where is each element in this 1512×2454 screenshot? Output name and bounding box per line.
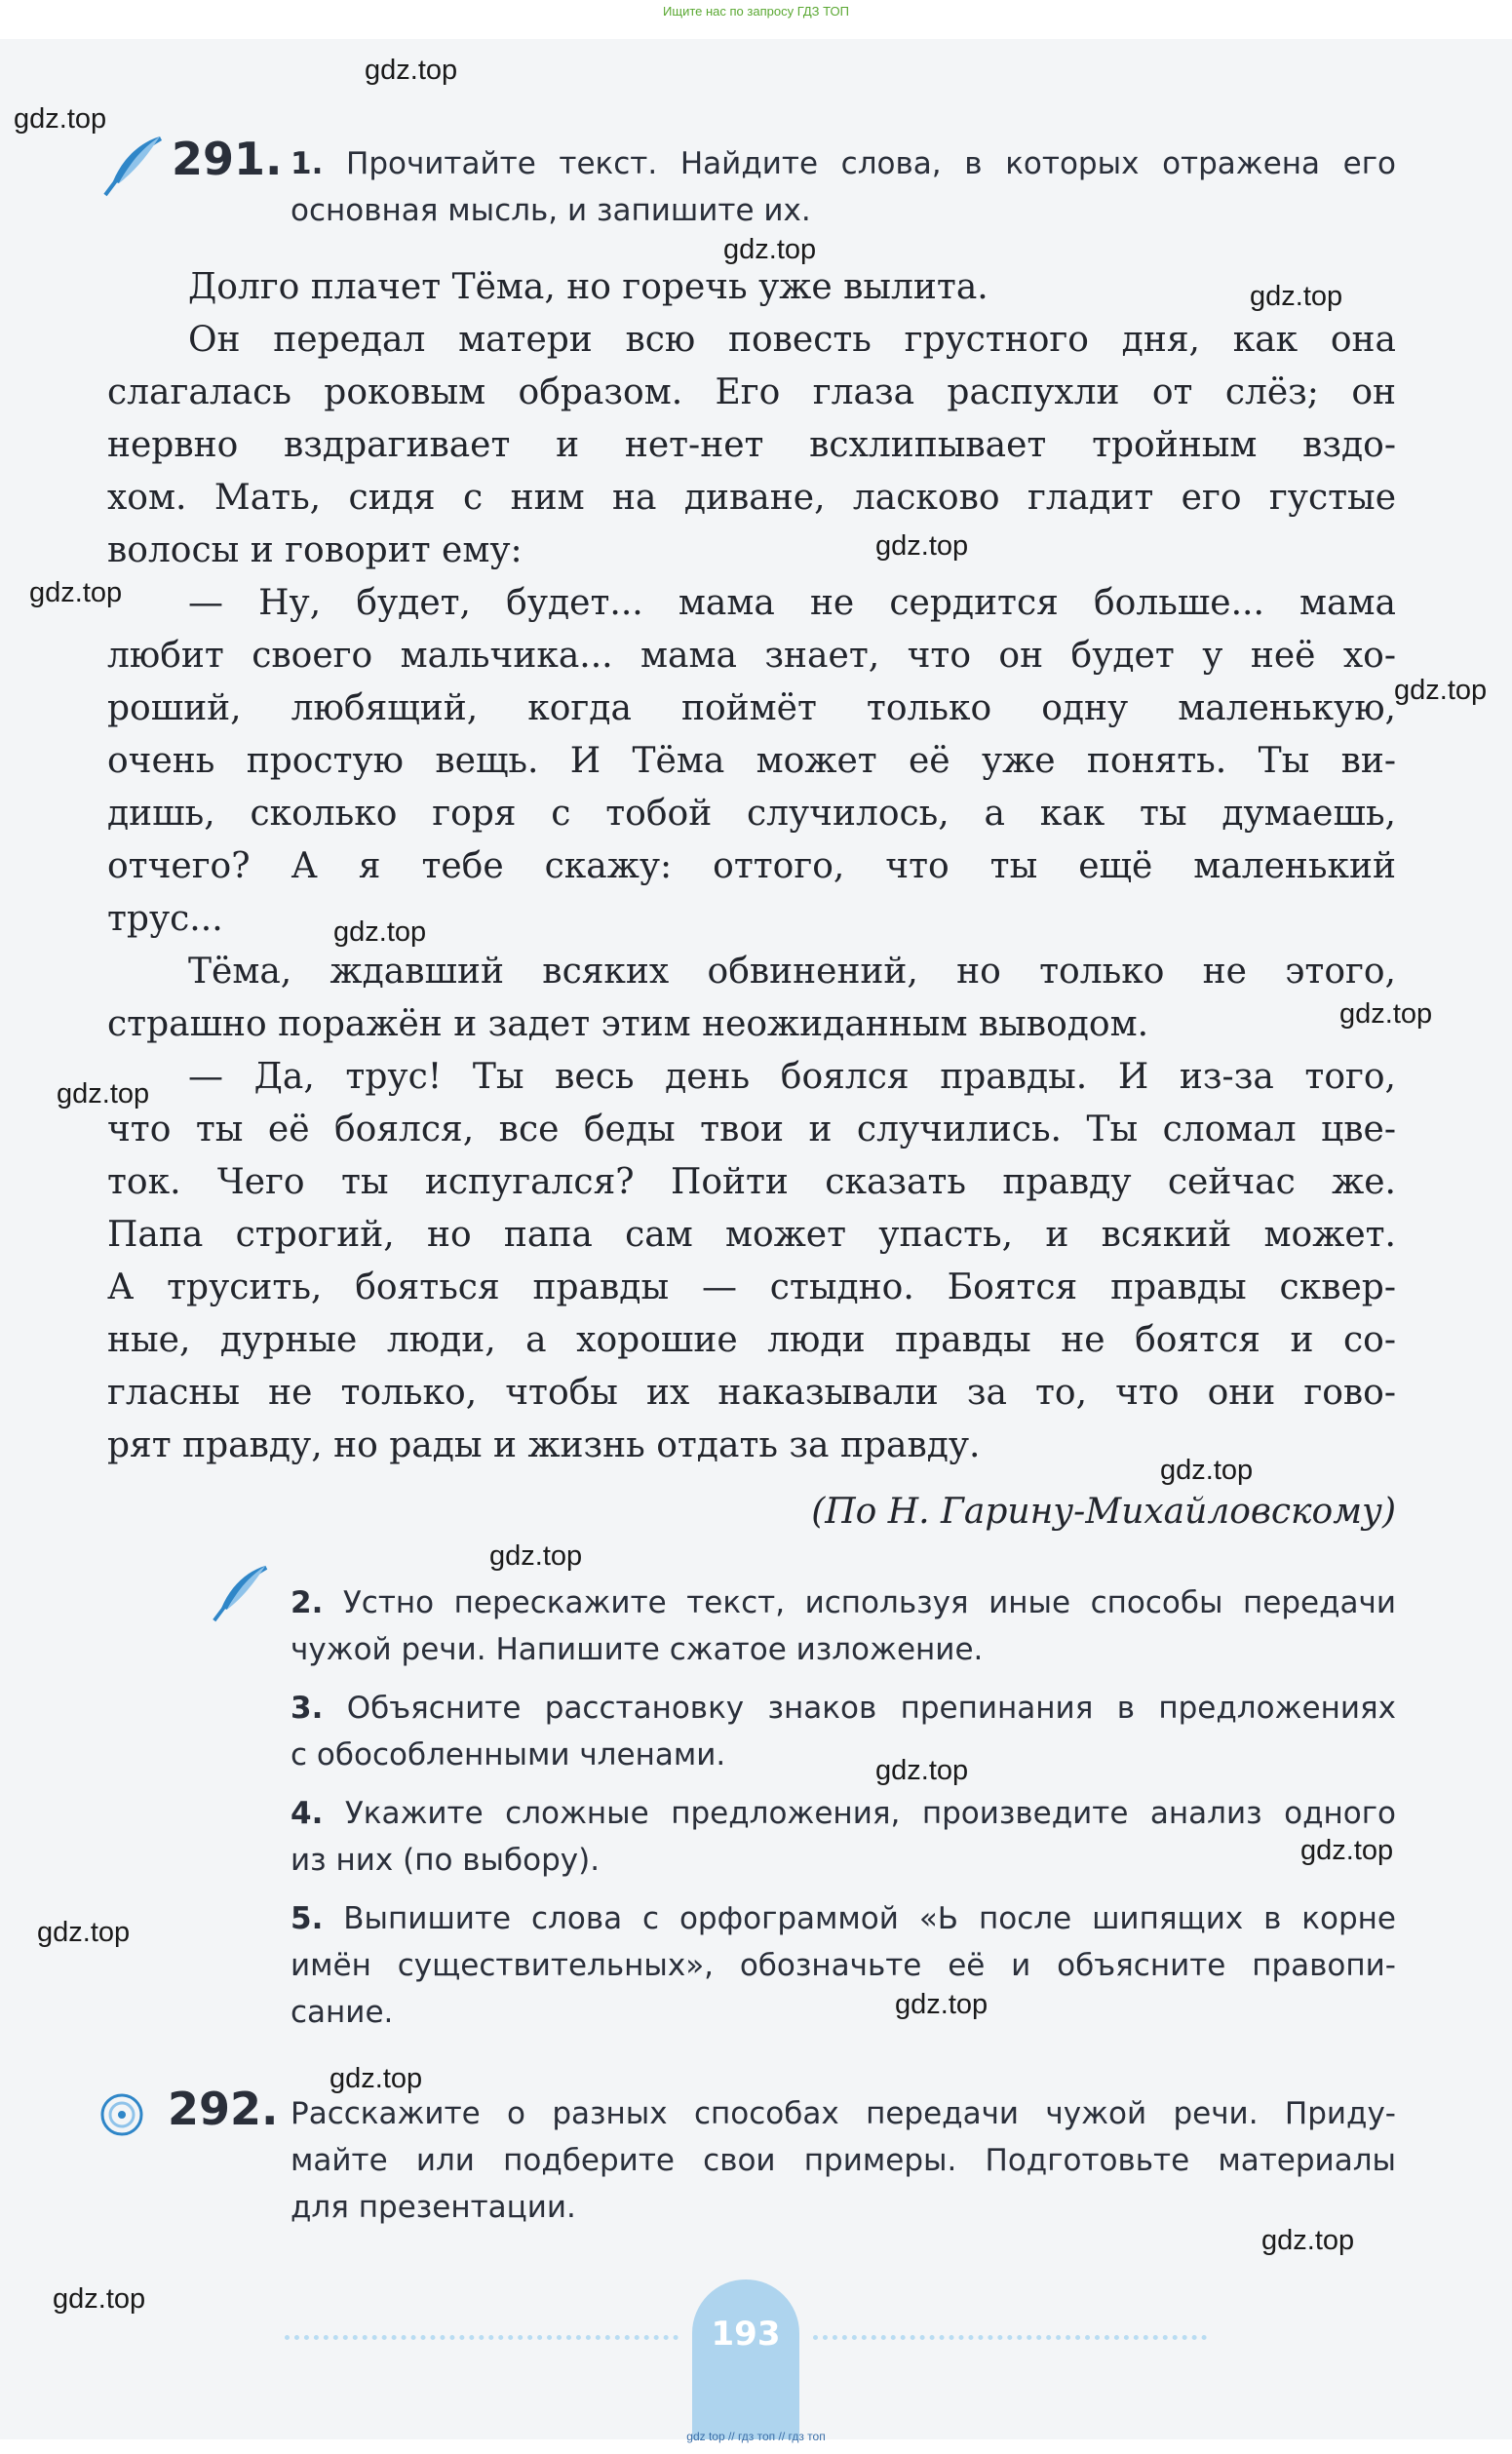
watermark: gdz.top [1261,2225,1355,2256]
task-line: Укажите сложные предложения, произведите анализ одного [344,1796,1396,1831]
task-291-5 [291,1901,1396,1936]
text-line: рят правду, но рады и жизнь отдать за правду. [107,1425,981,1465]
task-number: 3. [291,1691,324,1726]
source-attribution: (По Н. Гарину-Михайловскому) [811,1492,1396,1532]
watermark: gdz.top [330,2063,423,2094]
task-number: 5. [291,1901,324,1936]
text-line: отчего? А я тебе скажу: оттого, что ты ещё маленький [107,846,1396,886]
text-line: — Ну, будет, будет... мама не сердится больше... мама [188,583,1396,623]
task-line: с обособленными членами. [291,1737,726,1772]
watermark: gdz.top [1394,675,1488,706]
watermark: gdz.top [1160,1455,1254,1486]
watermark: gdz.top [723,234,817,265]
text-line: трус... [107,899,223,939]
task-line: имён существительных», обозначьте её и объясните правопи- [291,1948,1396,1983]
task-291-1-line-2: основная мысль, и запишите их. [291,193,811,228]
task-line: чужой речи. Напишите сжатое изложение. [291,1632,984,1667]
task-291-1 [291,146,1396,181]
task-number: 4. [291,1796,324,1831]
text-line: очень простую вещь. И Тёма может её уже понять. Ты ви- [107,741,1396,781]
text-line: волосы и говорит ему: [107,530,523,570]
watermark: gdz.top [875,530,969,562]
task-291-1-line-1: Прочитайте текст. Найдите слова, в которых отражена его [346,146,1397,181]
exercise-292-line: майте или подберите свои примеры. Подготовьте материалы [291,2143,1396,2178]
footer-dots-left [285,2335,678,2340]
text-line: ток. Чего ты испугался? Пойти сказать правду сейчас же. [107,1162,1396,1202]
watermark: gdz.top [1300,1835,1394,1866]
exercise-291-number: 291. [172,133,283,185]
watermark: gdz.top [29,577,123,608]
watermark: gdz.top [365,55,458,86]
text-line: — Да, трус! Ты весь день боялся правды. И из-за того, [188,1057,1396,1097]
watermark: gdz.top [489,1540,583,1572]
watermark: gdz.top [14,103,107,135]
text-line: Долго плачет Тёма, но горечь уже вылита. [188,267,989,307]
exercise-292-line: для презентации. [291,2190,576,2225]
task-line: Устно перескажите текст, используя иные способы передачи [342,1585,1396,1620]
feather-pen-icon [211,1562,271,1624]
exercise-292-number: 292. [168,2083,279,2135]
text-line: Он передал матери всю повесть грустного дня, как она [188,320,1396,360]
text-line: любит своего мальчика... мама знает, что он будет у неё хо- [107,636,1396,676]
watermark: gdz.top [57,1078,150,1110]
header-note: Ищите нас по запросу ГДЗ ТОП [663,4,849,19]
watermark: gdz.top [53,2283,146,2315]
text-line: хом. Мать, сидя с ним на диване, ласково гладит его густые [107,478,1396,518]
footer-note: gdz top // гдз топ // гдз топ [686,2430,826,2443]
task-line: из них (по выбору). [291,1843,601,1878]
task-291-1-number: 1. [291,146,324,181]
text-line: нервно вздрагивает и нет-нет всхлипывает тройным вздо- [107,425,1396,465]
watermark: gdz.top [333,916,427,948]
watermark: gdz.top [875,1755,969,1786]
text-line: роший, любящий, когда поймёт только одну маленькую, [107,688,1396,728]
task-291-4 [291,1796,1396,1831]
text-line: слагалась роковым образом. Его глаза распухли от слёз; он [107,372,1396,412]
feather-pen-icon [101,133,166,199]
task-291-2 [291,1585,1396,1620]
task-line: Объясните расстановку знаков препинания в предложениях [346,1691,1397,1726]
watermark: gdz.top [1250,281,1343,312]
text-line: ные, дурные люди, а хорошие люди правды не боятся и со- [107,1320,1396,1360]
task-number: 2. [291,1585,324,1620]
text-line: дишь, сколько горя с тобой случилось, а как ты думаешь, [107,794,1396,834]
footer-dots-right [813,2335,1207,2340]
disc-icon [99,2092,144,2137]
text-line: Папа строгий, но папа сам может упасть, и всякий может. [107,1215,1396,1255]
task-line: сание. [291,1995,394,2030]
text-line: страшно поражён и задет этим неожиданным выводом. [107,1004,1149,1044]
text-line: гласны не только, чтобы их наказывали за то, что они гово- [107,1373,1396,1413]
task-line: Выпишите слова с орфограммой «Ь после шипящих в корне [343,1901,1396,1936]
text-line: А трусить, бояться правды — стыдно. Боятся правды сквер- [107,1267,1396,1307]
text-line: что ты её боялся, все беды твои и случились. Ты сломал цве- [107,1110,1396,1149]
watermark: gdz.top [37,1917,131,1948]
exercise-292-line: Расскажите о разных способах передачи чужой речи. Приду- [291,2096,1396,2131]
watermark: gdz.top [1339,998,1433,1030]
watermark: gdz.top [895,1989,989,2020]
page-number: 193 [692,2279,799,2439]
text-line: Тёма, ждавший всяких обвинений, но только не этого, [188,952,1396,992]
task-291-3 [291,1691,1396,1726]
